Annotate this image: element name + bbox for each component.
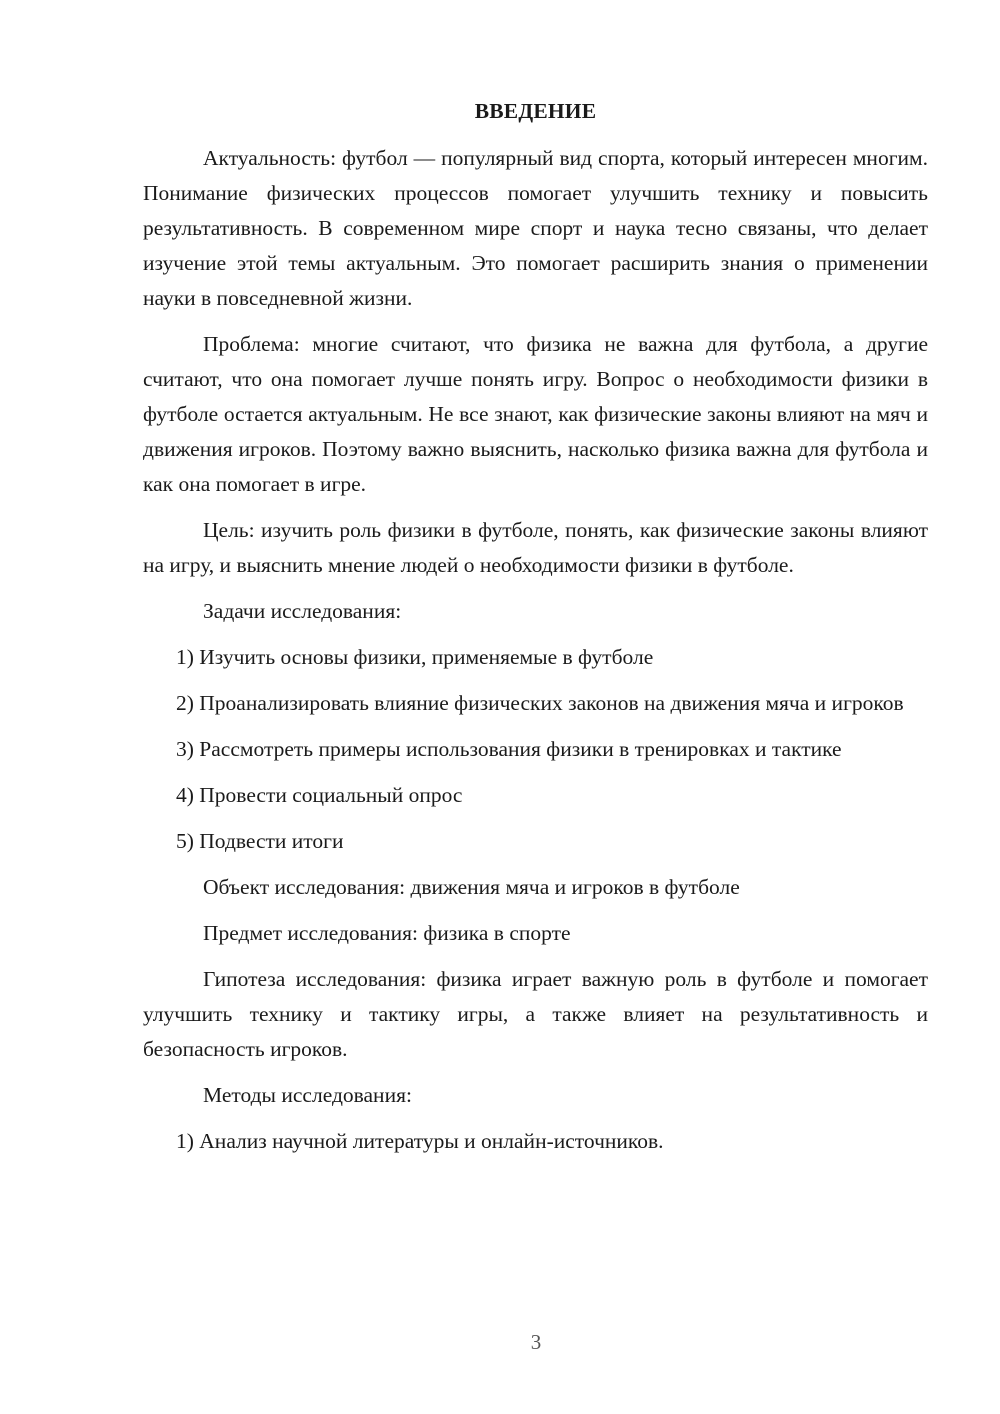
page-content — [143, 94, 928, 1170]
task-item: 3) Рассмотреть примеры использования физики в тренировках и тактике — [176, 737, 842, 761]
research-subject: Предмет исследования: физика в спорте — [203, 921, 571, 945]
task-item: 2) Проанализировать влияние физических законов на движения мяча и игроков — [176, 691, 904, 715]
methods-heading: Методы исследования: — [203, 1083, 412, 1107]
relevance-paragraph: Актуальность: футбол — популярный вид спорта, который интересен многим. Понимание физических процессов помогает улучшить технику и повысить результативность. В современном мире спорт и наука тесно связаны, что делает изучение этой темы актуальным. Это помогает расширить знания о применении науки в повседневной жизни. — [143, 146, 928, 310]
task-item: 5) Подвести итоги — [176, 829, 344, 853]
method-item: 1) Анализ научной литературы и онлайн-источников. — [176, 1129, 664, 1153]
page-number: 3 — [530, 1330, 542, 1354]
task-item: 4) Провести социальный опрос — [176, 783, 463, 807]
goal-paragraph: Цель: изучить роль физики в футболе, понять, как физические законы влияют на игру, и выяснить мнение людей о необходимости физики в футболе. — [143, 518, 928, 577]
task-item: 1) Изучить основы физики, применяемые в футболе — [176, 645, 654, 669]
research-object: Объект исследования: движения мяча и игроков в футболе — [203, 875, 740, 899]
hypothesis-paragraph: Гипотеза исследования: физика играет важную роль в футболе и помогает улучшить технику и тактику игры, а также влияет на результативность и безопасность игроков. — [143, 967, 928, 1061]
page-title: ВВЕДЕНИЕ — [474, 99, 597, 123]
problem-paragraph: Проблема: многие считают, что физика не важна для футбола, а другие считают, что она помогает лучше понять игру. Вопрос о необходимости физики в футболе остается актуальным. Не все знают, как физические законы влияют на мяч и движения игроков. Поэтому важно выяснить, насколько физика важна для футбола и как она помогает в игре. — [143, 332, 928, 496]
tasks-heading: Задачи исследования: — [203, 599, 402, 623]
